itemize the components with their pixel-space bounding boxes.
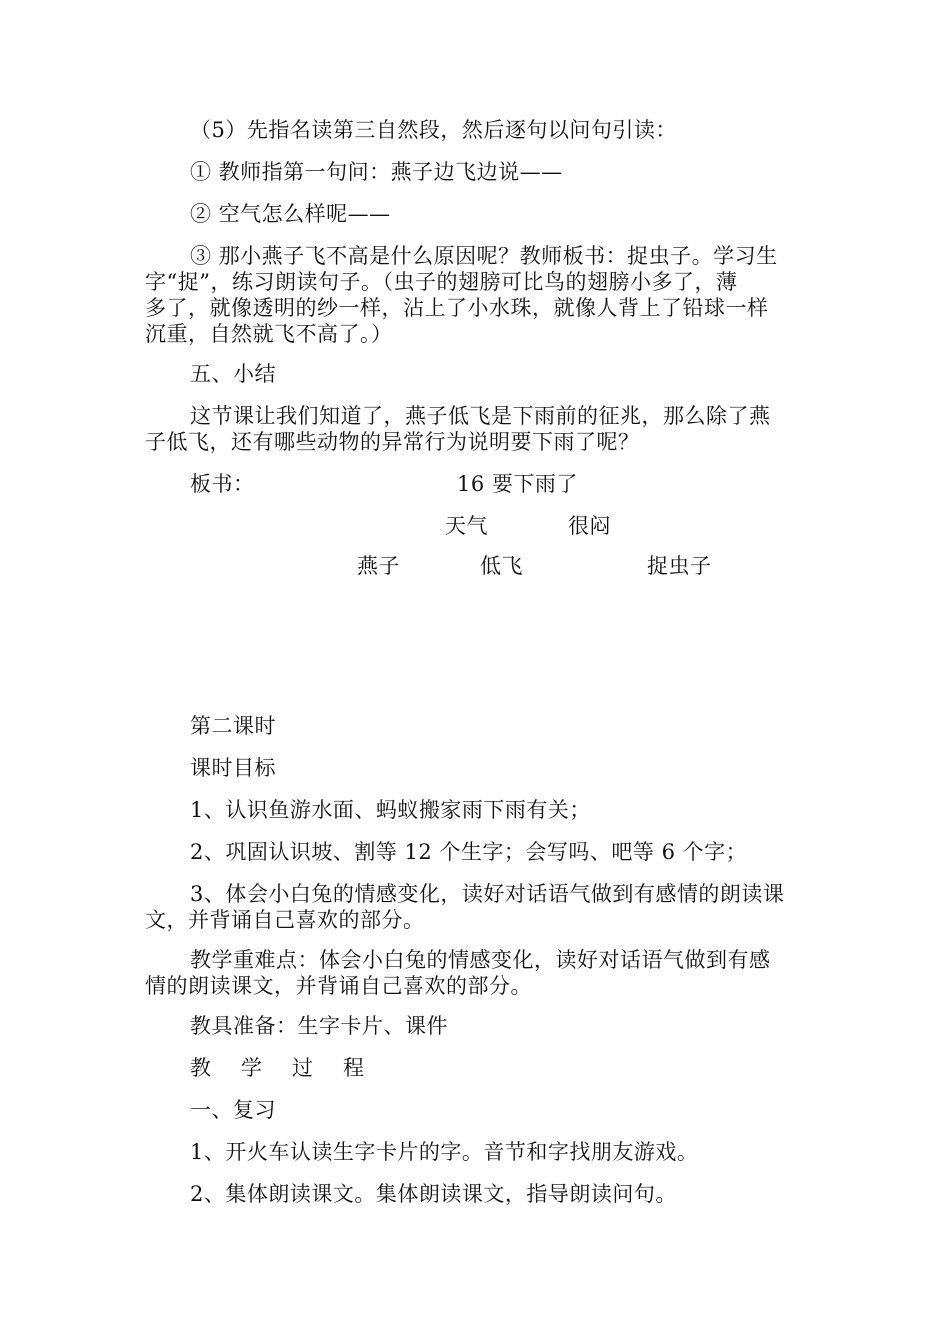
goal-3-line: 3、体会小白兔的情感变化，读好对话语气做到有感情的朗读课 (190, 882, 785, 906)
board-label: 板书： (190, 472, 255, 496)
board-title: 16 要下雨了 (457, 472, 578, 496)
question-1: ① 教师指第一句问：燕子边飞边说—— (190, 160, 563, 184)
summary-heading: 五、小结 (190, 362, 276, 386)
key-points-line: 情的朗读课文，并背诵自己喜欢的部分。 (145, 974, 532, 998)
key-points-line: 教学重难点：体会小白兔的情感变化，读好对话语气做到有感 (190, 948, 771, 972)
board-low-fly: 低飞 (480, 554, 523, 578)
question-3-line: 字“捉”，练习朗读句子。（虫子的翅膀可比鸟的翅膀小多了，薄 (145, 270, 738, 294)
goals-heading: 课时目标 (190, 756, 276, 780)
goal-2: 2、巩固认识坡、割等 12 个生字；会写吗、吧等 6 个字； (190, 840, 748, 864)
board-catch-bugs: 捉虫子 (647, 554, 712, 578)
review-heading: 一、复习 (190, 1098, 276, 1122)
board-stuffy: 很闷 (568, 514, 611, 538)
goal-1: 1、认识鱼游水面、蚂蚁搬家雨下雨有关； (190, 798, 591, 822)
summary-line: 子低飞，还有哪些动物的异常行为说明要下雨了呢？ (145, 430, 640, 454)
review-item-2: 2、集体朗读课文。集体朗读课文，指导朗读问句。 (190, 1182, 677, 1206)
question-3-line: ③ 那小燕子飞不高是什么原因呢？教师板书：捉虫子。学习生 (190, 244, 778, 268)
tools-line: 教具准备：生字卡片、课件 (190, 1014, 448, 1038)
board-weather: 天气 (445, 514, 488, 538)
summary-line: 这节课让我们知道了，燕子低飞是下雨前的征兆，那么除了燕 (190, 404, 771, 428)
question-3-line: 多了，就像透明的纱一样，沾上了小水珠，就像人背上了铅球一样 (145, 296, 769, 320)
question-3-line: 沉重，自然就飞不高了。） (145, 322, 393, 346)
board-swallow: 燕子 (357, 554, 400, 578)
step-5-paragraph: （5）先指名读第三自然段，然后逐句以问句引读： (190, 118, 677, 142)
question-2: ② 空气怎么样呢—— (190, 202, 391, 226)
lesson-2-heading: 第二课时 (190, 714, 276, 738)
process-heading: 教学过程 (190, 1056, 394, 1080)
goal-3-line: 文，并背诵自己喜欢的部分。 (145, 908, 425, 932)
review-item-1: 1、开火车认读生字卡片的字。音节和字找朋友游戏。 (190, 1140, 699, 1164)
